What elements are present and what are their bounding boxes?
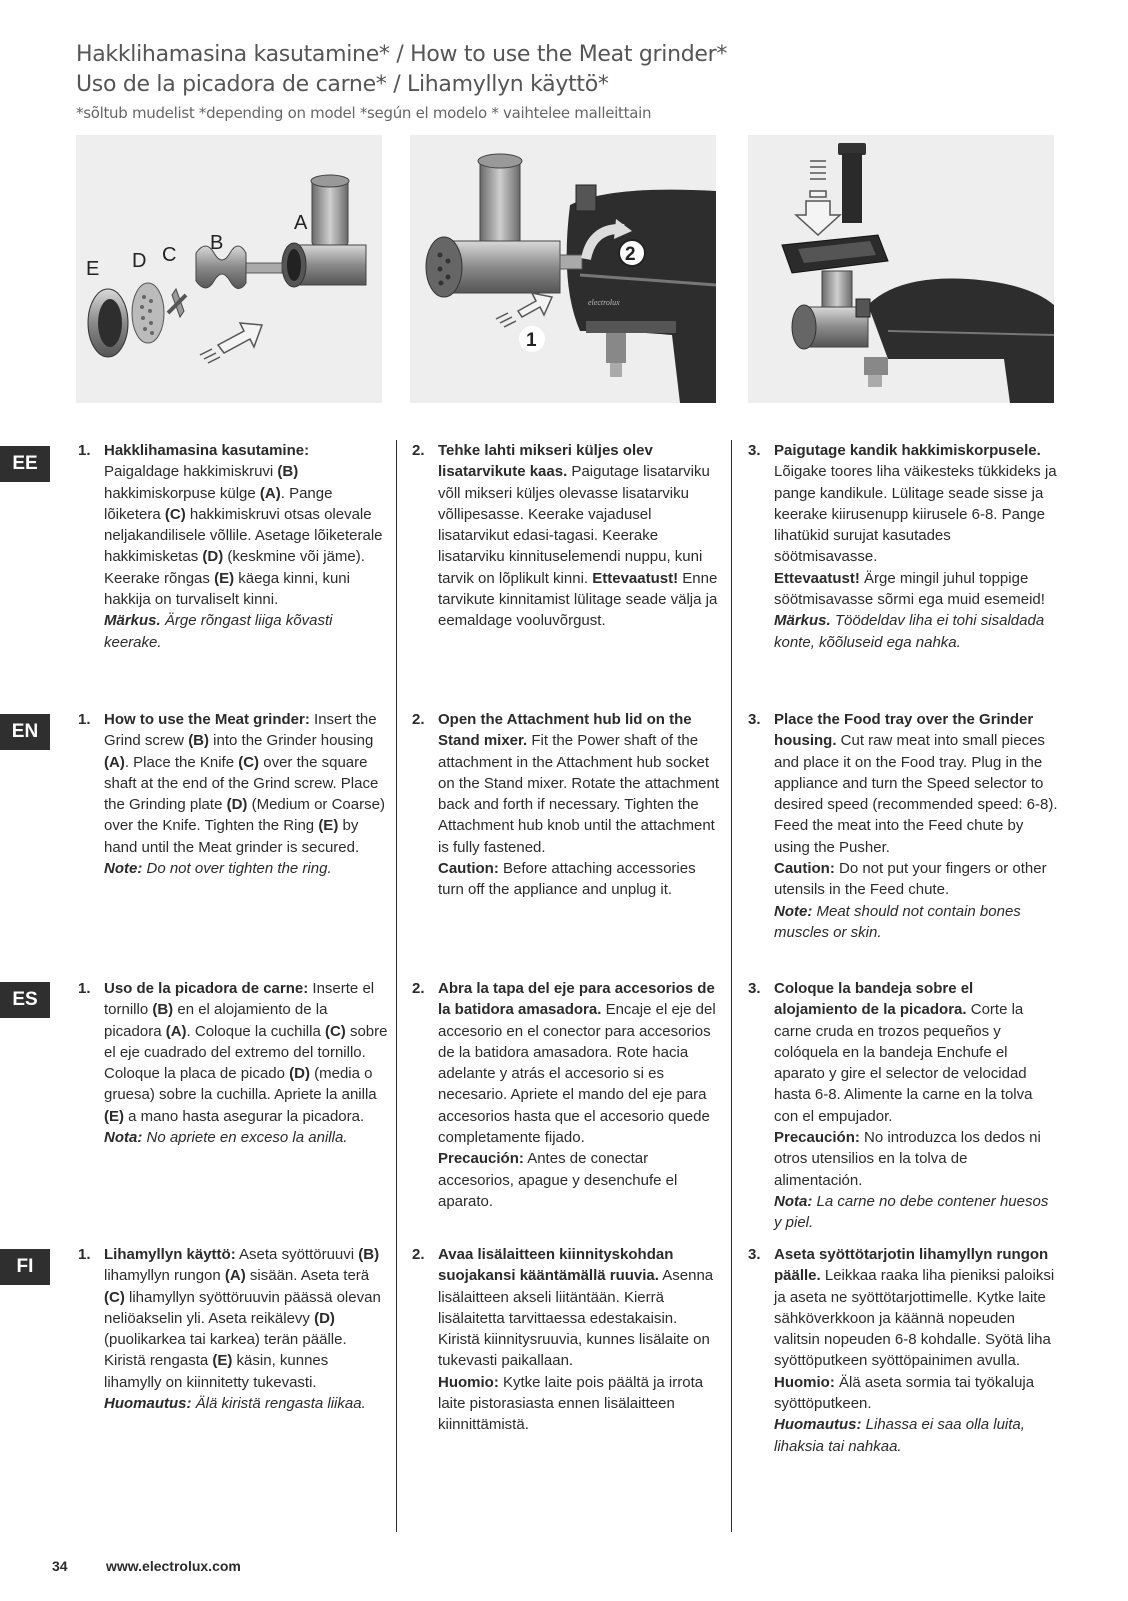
- step-emphasis: Open the Attachment hub lid on the Stand mixer.: [438, 711, 692, 750]
- step-emphasis: Huomio:: [774, 1373, 835, 1391]
- step-label-1: 1: [526, 330, 537, 351]
- step-text: [774, 1244, 1058, 1457]
- step-text-run: hakkimiskorpuse külge: [104, 484, 260, 502]
- step-text-run: Töödeldav liha ei tohi sisaldada konte, kõõluseid ega nahka.: [774, 612, 1045, 651]
- step-text-run: Aseta syöttöruuvi: [235, 1246, 359, 1263]
- step-emphasis: Huomio:: [438, 1373, 499, 1391]
- step-emphasis: (D): [202, 548, 224, 566]
- step-text-run: (media o gruesa) sobre la cuchilla. Apriete la anilla: [104, 1065, 377, 1104]
- step-block: [748, 1244, 1058, 1457]
- step-emphasis: Aseta syöttötarjotin lihamyllyn rungon päälle.: [774, 1246, 1049, 1285]
- page-title-line-2: Uso de la picadora de carne* / Lihamyllyn käyttö*: [76, 72, 609, 97]
- step-emphasis: Tehke lahti mikseri küljes olev lisatarvikute kaas.: [438, 442, 653, 481]
- column-divider: [731, 440, 732, 1532]
- page-title-line-1: Hakklihamasina kasutamine* / How to use the Meat grinder*: [76, 42, 728, 67]
- page-number: 34: [52, 1558, 68, 1574]
- step-emphasis: How to use the Meat grinder:: [104, 711, 310, 728]
- step-text-run: Älä kiristä rengasta liikaa.: [191, 1395, 366, 1413]
- step-emphasis: Note:: [104, 860, 143, 878]
- step-emphasis: (D): [289, 1065, 310, 1083]
- step-emphasis: (B): [188, 732, 210, 750]
- step-block: [412, 709, 722, 901]
- step-text-run: Encaje el eje del accesorio en el conector para accesorios de la batidora amasadora. Rote hacia adelante y atrás el accesorio si es necesario. Apriete el mando del eje para accesorios hasta que el accesorio quede completamente fijado.: [438, 1001, 716, 1147]
- step-emphasis: (E): [104, 1107, 124, 1125]
- step-text-run: . Place the Knife: [124, 753, 239, 771]
- language-tab-ee: EE: [0, 446, 50, 482]
- step-text-run: Do not put your fingers or other utensils in the Feed chute.: [774, 860, 1047, 899]
- down-arrow-icon: [796, 161, 840, 235]
- step-text-run: Leikkaa raaka liha pieniksi paloiksi ja aseta ne syöttötarjottimelle. Kytke laite sähköverkkoon ja käännä nopeuden valitsin nopeuden 6-8 kohdalle. Syötä liha syöttöputkeen syöttöpainimen avulla.: [774, 1267, 1055, 1370]
- step-text-run: Insert the Grind screw: [104, 711, 377, 750]
- step-number: 3.: [748, 711, 761, 728]
- brand-logo: electrolux: [588, 298, 620, 307]
- stand-mixer-body: [567, 190, 716, 403]
- pusher-part: [838, 143, 866, 223]
- step-text: [438, 709, 722, 901]
- step-emphasis: (D): [314, 1309, 335, 1327]
- knife-part: [168, 289, 186, 317]
- step-text-run: a mano hasta asegurar la picadora.: [124, 1107, 365, 1125]
- step-number: 3.: [748, 980, 761, 997]
- grinding-plate-part: [132, 283, 164, 343]
- step-text-run: käsin, kunnes lihamylly on kiinnitetty tukevasti.: [104, 1352, 329, 1391]
- step-emphasis: Uso de la picadora de carne:: [104, 980, 309, 997]
- step-text-run: Meat should not contain bones muscles or skin.: [774, 902, 1021, 941]
- step-block: [748, 440, 1058, 653]
- step-number: 3.: [748, 1246, 761, 1263]
- column-divider: [396, 440, 397, 1532]
- language-tab-en: EN: [0, 714, 50, 750]
- figure-grinder-parts: [76, 135, 382, 403]
- step-block: [78, 440, 388, 653]
- step-block: [412, 1244, 722, 1436]
- step-text-run: (Medium or Coarse) over the Knife. Tighten the Ring: [104, 796, 385, 835]
- step-text-run: Inserte el tornillo: [104, 980, 375, 1019]
- step-text: [438, 978, 722, 1212]
- label-e: E: [86, 258, 100, 280]
- website-link[interactable]: www.electrolux.com: [106, 1558, 241, 1574]
- step-text-run: (puolikarkea tai karkea) terän päälle. Kiristä rengasta: [104, 1331, 347, 1370]
- grinder-assembled: [426, 154, 582, 297]
- figure-food-tray: [748, 135, 1054, 403]
- step-text-run: Lõigake toores liha väikesteks tükkideks ja pange kandikule. Lülitage seade sisse ja keerake kiirusenupp kiirusele 6-8. Pange lihatükid surujat kasutades söötmisavasse.: [774, 463, 1057, 566]
- step-number: 1.: [78, 711, 91, 728]
- step-text: [774, 440, 1058, 653]
- step-emphasis: (C): [104, 1288, 125, 1306]
- step-number: 2.: [412, 980, 425, 997]
- step-text-run: lihamyllyn syöttöruuvin päässä olevan neliöakselin yli. Aseta reikälevy: [104, 1288, 381, 1327]
- step-label-2: 2: [625, 244, 636, 265]
- step-text-run: into the Grinder housing: [209, 732, 374, 750]
- step-emphasis: Nota:: [774, 1192, 813, 1210]
- ring-part: [88, 289, 128, 357]
- step-text-run: Corte la carne cruda en trozos pequeños y colóquela en la bandeja Enchufe el aparato y gire el selector de velocidad hasta 6-8. Alimente la carne en la tolva con el empujador.: [774, 1001, 1033, 1125]
- step-text-run: No apriete en exceso la anilla.: [142, 1129, 348, 1147]
- step-emphasis: Ettevaatust!: [592, 569, 679, 587]
- step-text-run: Asenna lisälaitteen akseli liitäntään. Kierrä lisälaitetta tarvittaessa edestakaisin. Kiristä kiinnitysruuvia, kunnes lisälaite on tukevasti paikallaan.: [438, 1267, 714, 1370]
- step-emphasis: Caution:: [774, 860, 835, 878]
- step-block: [748, 978, 1058, 1234]
- step-text: [104, 709, 388, 879]
- step-text-run: Ärge rõngast liiga kõvasti keerake.: [104, 612, 333, 651]
- step-emphasis: Ettevaatust!: [774, 569, 860, 587]
- step-number: 2.: [412, 1246, 425, 1263]
- step-text-run: Älä aseta sormia tai työkaluja syöttöputkeen.: [774, 1373, 1035, 1413]
- step-number: 1.: [78, 442, 91, 459]
- step-text-run: en el alojamiento de la picadora: [104, 1001, 328, 1040]
- step-text-run: Cut raw meat into small pieces and place it on the Food tray. Plug in the appliance and turn the Speed selector to desired speed (recommended speed: 6-8). Feed the meat into the Feed chute by using the Pusher.: [774, 732, 1058, 856]
- step-emphasis: Avaa lisälaitteen kiinnityskohdan suojakansi kääntämällä ruuvia.: [438, 1246, 674, 1285]
- step-text: [438, 1244, 722, 1436]
- step-emphasis: Märkus.: [104, 612, 161, 630]
- step-text-run: Before attaching accessories turn off the appliance and unplug it.: [438, 860, 696, 899]
- step-emphasis: (C): [324, 1022, 346, 1040]
- step-emphasis: Caution:: [438, 860, 499, 878]
- step-emphasis: (E): [212, 1352, 233, 1370]
- step-text-run: Enne tarvikute kinnitamist lülitage seade välja ja eemaldage vooluvõrgust.: [438, 569, 718, 630]
- step-number: 1.: [78, 980, 91, 997]
- step-emphasis: (A): [104, 753, 125, 771]
- step-text-run: sisään. Aseta terä: [245, 1267, 370, 1285]
- step-text-run: . Pange lõiketera: [104, 484, 333, 523]
- step-text-run: käega kinni, kuni hakkija on turvaliselt kinni.: [104, 569, 350, 609]
- step-text-run: hakkimiskruvi otsas olevale neljakandilisele võllile. Asetage lõiketerale hakkimisketas: [104, 505, 383, 566]
- step-emphasis: (E): [214, 569, 235, 587]
- step-text: [774, 978, 1058, 1234]
- step-emphasis: (D): [226, 796, 248, 814]
- label-b: B: [210, 232, 224, 254]
- step-text: [104, 440, 388, 653]
- step-block: [748, 709, 1058, 943]
- step-emphasis: (B): [152, 1001, 174, 1019]
- step-emphasis: Huomautus:: [774, 1416, 862, 1434]
- step-text-run: Paigaldage hakkimiskruvi: [104, 463, 278, 481]
- step-emphasis: Lihamyllyn käyttö:: [104, 1246, 236, 1263]
- step-emphasis: Nota:: [104, 1129, 143, 1147]
- language-tab-es: ES: [0, 982, 50, 1018]
- step-text-run: . Coloque la cuchilla: [186, 1022, 325, 1040]
- step-emphasis: (A): [165, 1022, 187, 1040]
- step-number: 2.: [412, 711, 425, 728]
- food-tray-part: [782, 235, 888, 273]
- step-text-run: Paigutage lisatarviku võll mikseri küljes olevasse lisatarviku võllipesasse. Keerake vajadusel lisatarvikut edasi-tagasi. Keerake lisatarviku kinnituselemendi nuppu, kuni tarvik on lõplikult kinni.: [438, 463, 710, 587]
- step-block: [78, 709, 388, 879]
- step-text-run: lihamyllyn rungon: [104, 1267, 225, 1285]
- direction-arrow-icon: [200, 323, 262, 363]
- step-text-run: Ärge mingil juhul toppige söötmisavasse sõrmi ega muid esemeid!: [774, 569, 1045, 609]
- step-number: 2.: [412, 442, 425, 459]
- step-text-run: Kytke laite pois päältä ja irrota laite pistorasiasta ennen lisälaitteen kiinnittämistä.: [438, 1373, 704, 1434]
- step-number: 3.: [748, 442, 761, 459]
- step-text-run: No introduzca los dedos ni otros utensilios en la tolva de alimentación.: [774, 1129, 1041, 1189]
- step-emphasis: Note:: [774, 902, 813, 920]
- model-note: *sõltub mudelist *depending on model *según el modelo * vaihtelee malleittain: [76, 104, 652, 122]
- step-emphasis: (A): [224, 1267, 246, 1285]
- step-emphasis: Märkus.: [774, 612, 831, 630]
- step-emphasis: Precaución:: [774, 1129, 860, 1147]
- step-block: [412, 440, 722, 632]
- step-emphasis: Paigutage kandik hakkimiskorpusele.: [774, 442, 1041, 459]
- step-emphasis: (B): [358, 1246, 380, 1263]
- step-emphasis: (A): [259, 484, 281, 502]
- step-text-run: Antes de conectar accesorios, apague y desenchufe el aparato.: [438, 1150, 678, 1210]
- step-block: [78, 1244, 388, 1414]
- step-block: [78, 978, 388, 1148]
- step-text-run: Fit the Power shaft of the attachment in the Attachment hub socket on the Stand mixer. Rotate the attachment back and forth if necessary. Tighten the Attachment hub knob until the attachment is fully fastened.: [438, 732, 720, 856]
- step-block: [412, 978, 722, 1212]
- figure-attach-to-mixer: [410, 135, 716, 403]
- step-text: [104, 1244, 388, 1414]
- step-emphasis: Hakklihamasina kasutamine:: [104, 442, 310, 459]
- step-text: [438, 440, 722, 632]
- step-text: [104, 978, 388, 1148]
- step-text-run: La carne no debe contener huesos y piel.: [774, 1192, 1049, 1232]
- step-emphasis: Coloque la bandeja sobre el alojamiento de la picadora.: [774, 980, 974, 1019]
- step-emphasis: (C): [164, 505, 186, 523]
- insert-arrow-icon: [496, 293, 552, 327]
- step-emphasis: Place the Food tray over the Grinder housing.: [774, 711, 1034, 750]
- step-text-run: by hand until the Meat grinder is secured.: [104, 817, 360, 856]
- step-emphasis: Abra la tapa del eje para accesorios de la batidora amasadora.: [438, 980, 715, 1019]
- label-a: A: [294, 212, 308, 234]
- step-emphasis: (C): [238, 753, 260, 771]
- label-c: C: [162, 244, 177, 266]
- step-text: [774, 709, 1058, 943]
- step-text-run: over the square shaft at the end of the Grind screw. Place the Grinding plate: [104, 753, 379, 814]
- step-text-run: Lihassa ei saa olla luita, lihaksia tai nahkaa.: [774, 1416, 1025, 1455]
- label-d: D: [132, 250, 147, 272]
- step-text-run: sobre el eje cuadrado del extremo del tornillo. Coloque la placa de picado: [104, 1022, 388, 1083]
- step-emphasis: Precaución:: [438, 1150, 524, 1168]
- step-text-run: (keskmine või jäme). Keerake rõngas: [104, 548, 365, 587]
- language-tab-fi: FI: [0, 1249, 50, 1285]
- step-emphasis: (B): [277, 463, 299, 481]
- step-number: 1.: [78, 1246, 91, 1263]
- step-emphasis: Huomautus:: [104, 1395, 192, 1413]
- grind-screw-part: [196, 246, 282, 289]
- step-text-run: Do not over tighten the ring.: [142, 860, 332, 878]
- step-emphasis: (E): [318, 817, 339, 835]
